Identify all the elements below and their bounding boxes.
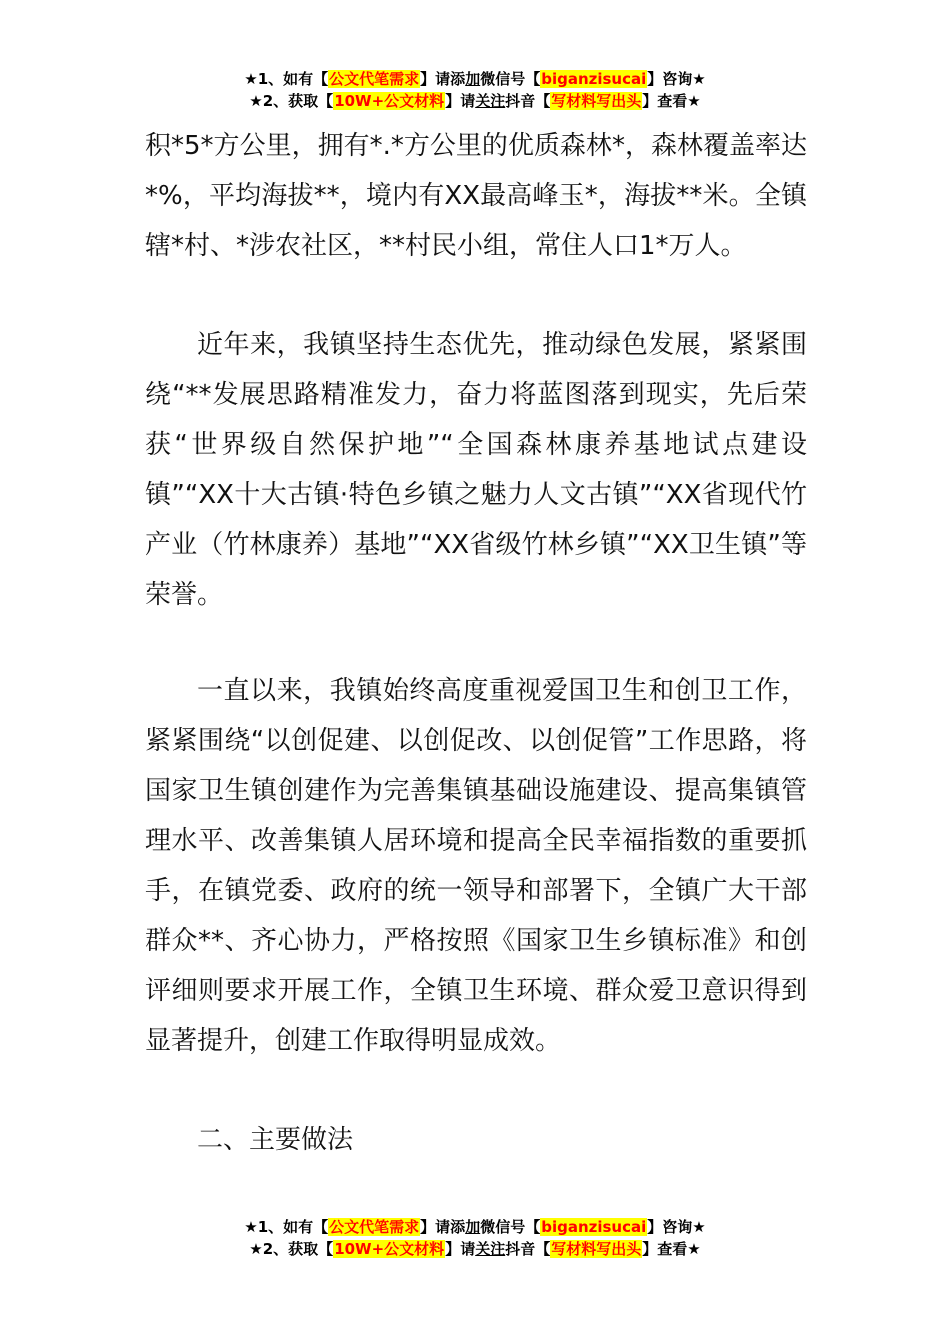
banner-highlight: 10W+公文材料 — [334, 1240, 445, 1258]
banner-line-2 — [0, 1238, 950, 1260]
banner-underline: 加 — [465, 1218, 481, 1236]
banner-text: ★1、如有【 — [244, 70, 329, 88]
banner-text: 】查看★ — [642, 92, 701, 110]
banner-text: 】请 — [445, 92, 476, 110]
banner-line-2 — [0, 90, 950, 112]
banner-text: 】咨询★ — [647, 1218, 706, 1236]
banner-text: 】请 — [445, 1240, 476, 1258]
paragraph-intro-continued: 积*5*方公里，拥有*.*方公里的优质森林*，森林覆盖率达*%，平均海拔**，境内有XX最高峰玉*，海拔**米。全镇辖*村、*涉农社区，**村民小组，常住人口1*万人。 — [145, 131, 807, 261]
banner-highlight: 公文代笔需求 — [329, 1218, 420, 1236]
banner-underline: 加 — [465, 70, 481, 88]
section-heading-main-practices: 二、主要做法 — [197, 1125, 354, 1155]
banner-text: 】咨询★ — [647, 70, 706, 88]
header-banner — [0, 68, 950, 112]
banner-highlight: 公文代笔需求 — [329, 70, 420, 88]
banner-highlight: biganzisucai — [541, 70, 647, 88]
banner-text: 抖音【 — [505, 1240, 551, 1258]
banner-underline: 关注 — [475, 1240, 506, 1258]
banner-text: ★1、如有【 — [244, 1218, 329, 1236]
banner-text: ★2、获取【 — [249, 1240, 334, 1258]
banner-highlight: biganzisucai — [541, 1218, 647, 1236]
banner-underline: 关注 — [475, 92, 506, 110]
banner-line-1 — [0, 1216, 950, 1238]
banner-text: ★2、获取【 — [249, 92, 334, 110]
banner-highlight: 写材料写出头 — [551, 1240, 642, 1258]
banner-text: 】请添 — [420, 1218, 466, 1236]
paragraph-sanitation-work: 一直以来，我镇始终高度重视爱国卫生和创卫工作，紧紧围绕“以创促建、以创促改、以创促管”工作思路，将国家卫生镇创建作为完善集镇基础设施建设、提高集镇管理水平、改善集镇人居环境和提高全民幸福指数的重要抓手，在镇党委、政府的统一领导和部署下，全镇广大干部群众**、齐心协力，严格按照《国家卫生乡镇标准》和创评细则要求开展工作，全镇卫生环境、群众爱卫意识得到显著提升，创建工作取得明显成效。 — [145, 676, 807, 1056]
paragraph-honors: 近年来，我镇坚持生态优先，推动绿色发展，紧紧围绕“**发展思路精准发力，奋力将蓝图落到现实，先后荣获“世界级自然保护地”“全国森林康养基地试点建设镇”“XX十大古镇·特色乡镇之魅力人文古镇”“XX省现代竹产业（竹林康养）基地”“XX省级竹林乡镇”“XX卫生镇”等荣誉。 — [145, 330, 807, 610]
banner-line-1 — [0, 68, 950, 90]
banner-text: 】查看★ — [642, 1240, 701, 1258]
banner-text: 】请添 — [420, 70, 466, 88]
banner-text: 微信号【 — [480, 70, 541, 88]
banner-text: 抖音【 — [505, 92, 551, 110]
banner-highlight: 写材料写出头 — [551, 92, 642, 110]
footer-banner — [0, 1216, 950, 1260]
banner-text: 微信号【 — [480, 1218, 541, 1236]
banner-highlight: 10W+公文材料 — [334, 92, 445, 110]
